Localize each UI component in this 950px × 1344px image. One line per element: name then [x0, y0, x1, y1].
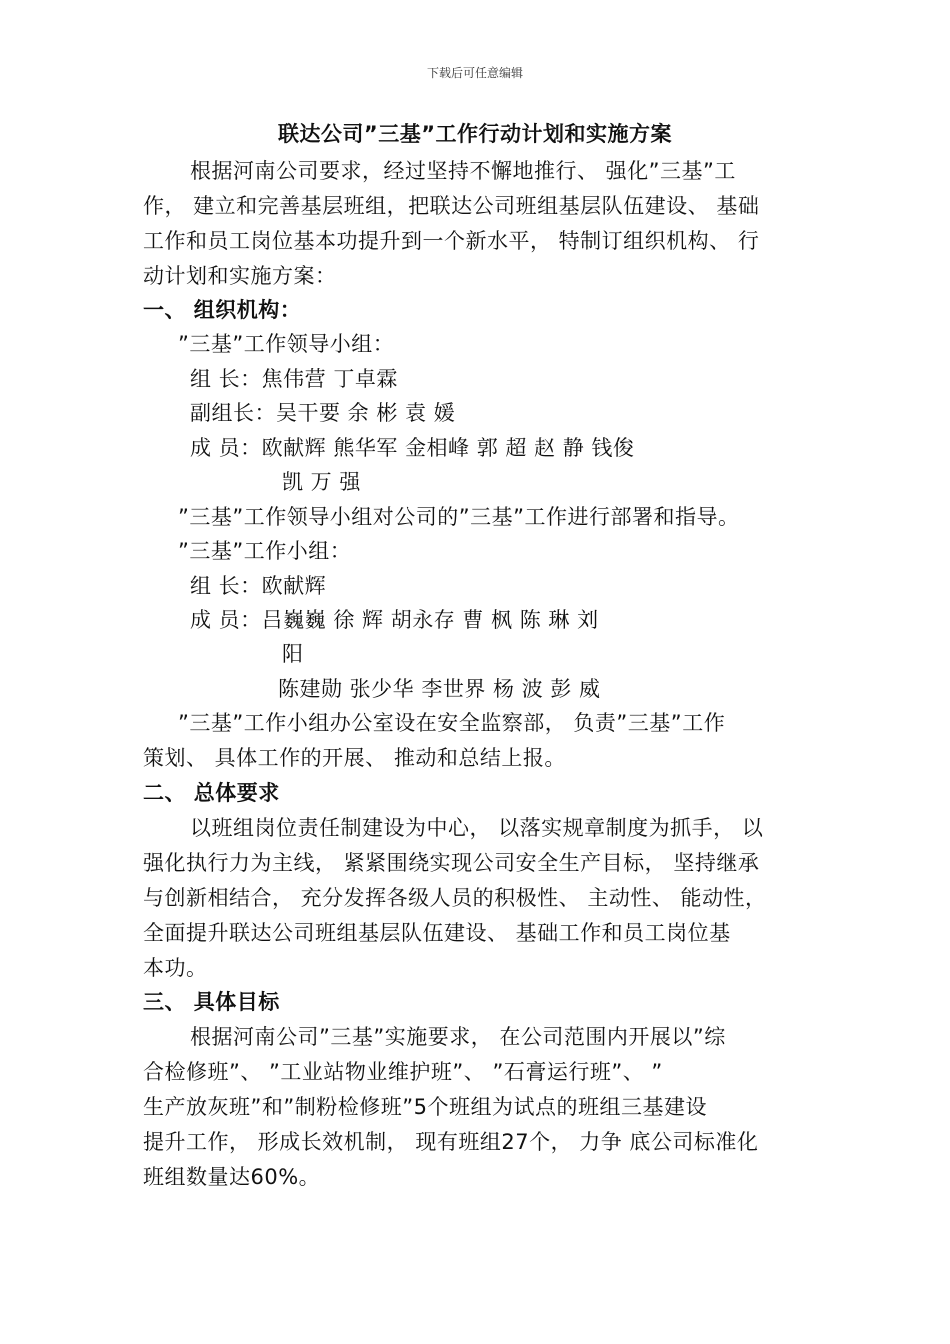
section3-line-5: 班组数量达60%。	[143, 1165, 321, 1189]
section2-line-2: 强化执行力为主线， 紧紧围绕实现公司安全生产目标， 坚持继承	[143, 851, 760, 875]
section1-heading: 一、 组织机构：	[143, 298, 302, 322]
intro-line-3: 工作和员工岗位基本功提升到一个新水平， 特制订组织机构、 行	[143, 229, 760, 253]
header-note: 下载后可任意编辑	[426, 66, 523, 80]
section3-heading: 三、 具体目标	[143, 990, 280, 1014]
section2-line-4: 全面提升联达公司班组基层队伍建设、 基础工作和员工岗位基	[143, 921, 731, 945]
intro-line-2: 作， 建立和完善基层班组，把联达公司班组基层队伍建设、 基础	[143, 194, 760, 218]
members-row-1: 成 员：欧献辉 熊华军 金相峰 郭 超 赵 静 钱俊	[190, 436, 635, 460]
members-row-2: 凯 万 强	[282, 470, 361, 494]
work-members-row-3: 陈建勋 张少华 李世界 杨 波 彭 威	[278, 677, 601, 701]
work-leader-row: 组 长：欧献辉	[190, 574, 327, 598]
office-line-2: 策划、 具体工作的开展、 推动和总结上报。	[143, 746, 566, 770]
document-title: 联达公司”三基”工作行动计划和实施方案	[277, 122, 673, 146]
section3-line-4: 提升工作， 形成长效机制， 现有班组27个， 力争 底公司标准化	[143, 1130, 759, 1154]
section2-heading: 二、 总体要求	[143, 781, 280, 805]
section2-line-3: 与创新相结合， 充分发挥各级人员的积极性、 主动性、 能动性，	[143, 886, 767, 910]
section3-line-3: 生产放灰班”和”制粉检修班”5个班组为试点的班组三基建设	[143, 1095, 707, 1119]
intro-line-1: 根据河南公司要求，经过坚持不懈地推行、 强化”三基”工	[190, 159, 736, 183]
office-line-1: ”三基”工作小组办公室设在安全监察部， 负责”三基”工作	[178, 711, 726, 735]
leader-row: 组 长：焦伟营 丁卓霖	[190, 367, 398, 391]
deputy-row: 副组长：吴干要 余 彬 袁 媛	[190, 401, 456, 425]
section2-line-5: 本功。	[143, 956, 208, 980]
section3-line-1: 根据河南公司”三基”实施要求， 在公司范围内开展以”综	[190, 1025, 726, 1049]
section2-line-1: 以班组岗位责任制建设为中心， 以落实规章制度为抓手， 以	[190, 816, 764, 840]
work-group-title: ”三基”工作小组：	[178, 539, 352, 563]
work-members-row-1: 成 员：吕巍巍 徐 辉 胡永存 曹 枫 陈 琳 刘	[190, 608, 599, 632]
leader-group-title: ”三基”工作领导小组：	[178, 332, 395, 356]
leader-group-duty: ”三基”工作领导小组对公司的”三基”工作进行部署和指导。	[178, 505, 740, 529]
section3-line-2: 合检修班”、 ”工业站物业维护班”、 ”石膏运行班”、 ”	[143, 1060, 663, 1084]
work-members-row-2: 阳	[282, 642, 304, 666]
intro-line-4: 动计划和实施方案：	[143, 264, 337, 288]
